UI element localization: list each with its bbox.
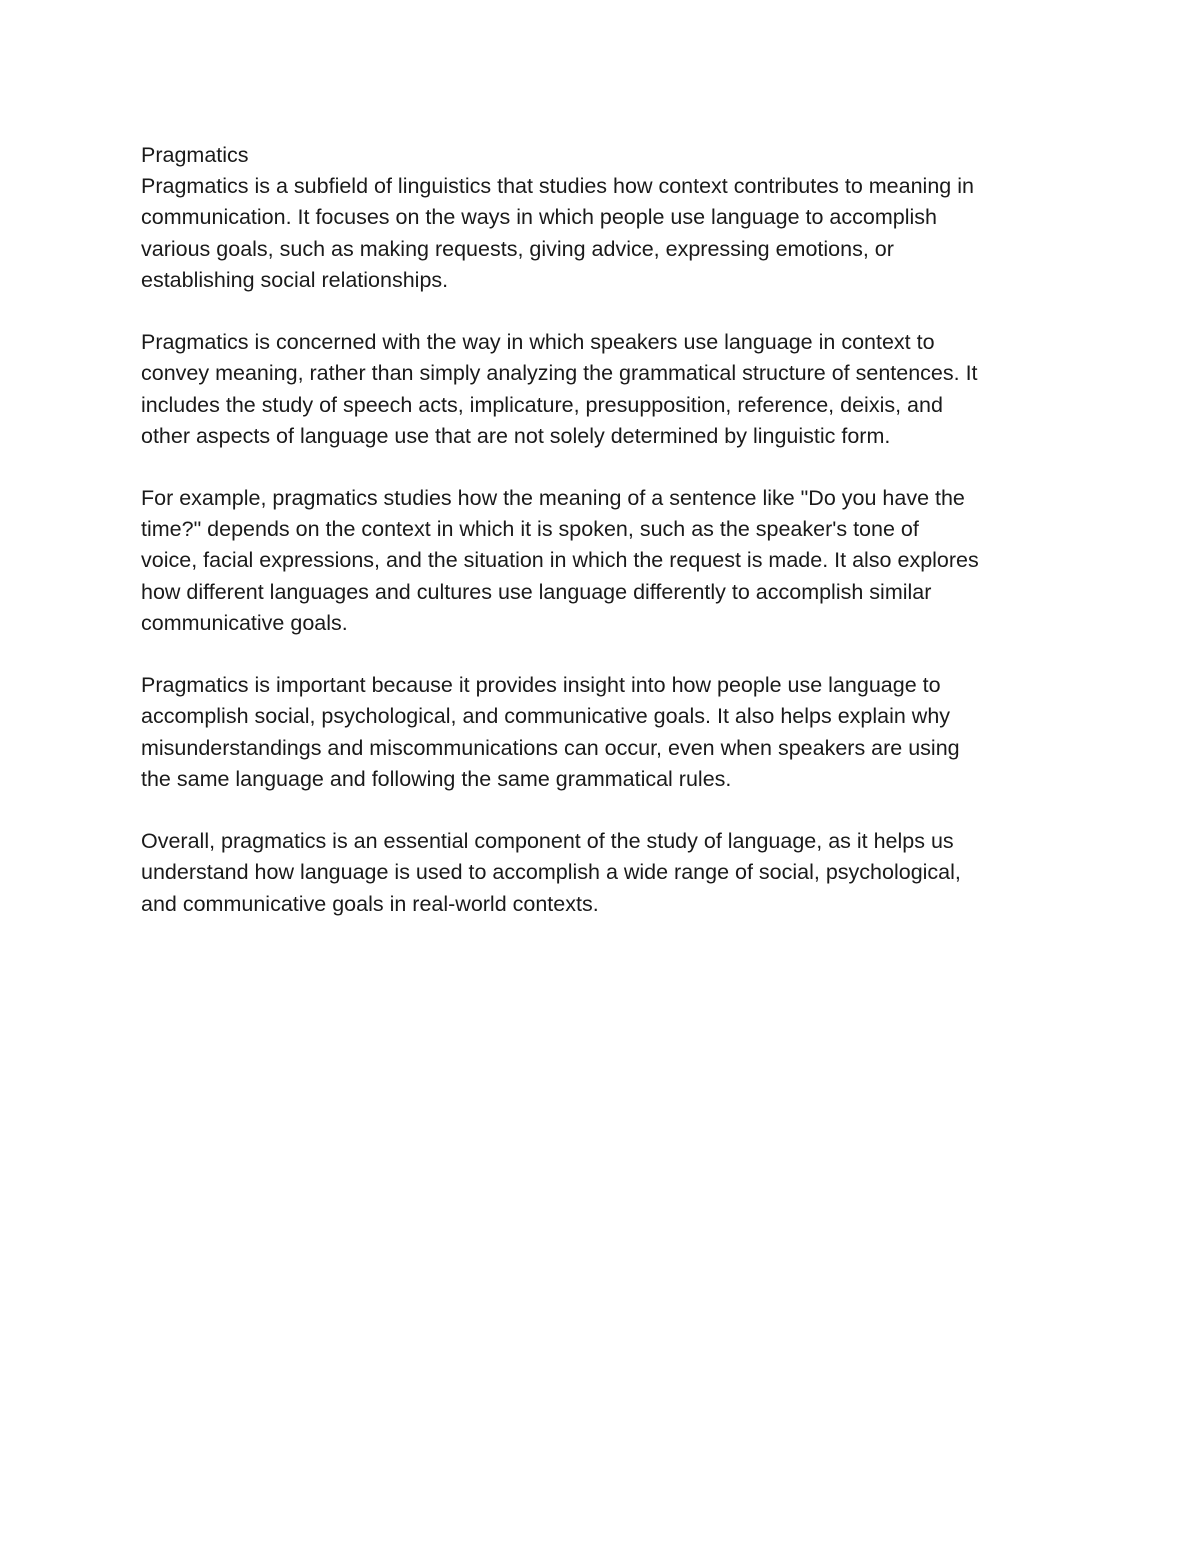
paragraph-5 (141, 826, 1071, 920)
paragraph-line: time?" depends on the context in which it is spoken, such as the speaker's tone of (141, 517, 919, 542)
paragraph-line: Overall, pragmatics is an essential component of the study of language, as it helps us (141, 829, 954, 854)
title-line: Pragmatics (141, 143, 249, 167)
paragraph-line: includes the study of speech acts, implicature, presupposition, reference, deixis, and (141, 392, 943, 417)
document-body (141, 140, 1071, 951)
paragraph-line: how different languages and cultures use language differently to accomplish similar (141, 579, 932, 604)
paragraph-line: communicative goals. (141, 610, 348, 635)
paragraph-line: the same language and following the same grammatical rules. (141, 766, 732, 791)
document-title (141, 140, 1071, 171)
paragraph-line: communication. It focuses on the ways in which people use language to accomplish (141, 205, 937, 230)
paragraph-line: misunderstandings and miscommunications can occur, even when speakers are using (141, 735, 960, 760)
paragraph-line: For example, pragmatics studies how the meaning of a sentence like "Do you have the (141, 486, 965, 511)
paragraph-3 (141, 483, 1071, 639)
paragraph-line: understand how language is used to accomplish a wide range of social, psychological, (141, 860, 961, 885)
paragraph-line: and communicative goals in real-world contexts. (141, 891, 599, 916)
paragraph-1 (141, 171, 1071, 296)
paragraph-4 (141, 670, 1071, 795)
paragraph-2 (141, 327, 1071, 452)
paragraph-line: voice, facial expressions, and the situation in which the request is made. It also explores (141, 548, 979, 573)
paragraph-line: Pragmatics is a subfield of linguistics that studies how context contributes to meaning in (141, 174, 974, 199)
paragraph-line: accomplish social, psychological, and communicative goals. It also helps explain why (141, 704, 951, 729)
paragraph-line: Pragmatics is important because it provides insight into how people use language to (141, 673, 941, 698)
paragraph-line: Pragmatics is concerned with the way in which speakers use language in context to (141, 330, 935, 355)
paragraph-line: establishing social relationships. (141, 267, 449, 292)
paragraph-line: convey meaning, rather than simply analyzing the grammatical structure of sentences. It (141, 361, 978, 386)
paragraph-line: various goals, such as making requests, giving advice, expressing emotions, or (141, 236, 894, 261)
paragraph-line: other aspects of language use that are not solely determined by linguistic form. (141, 423, 891, 448)
